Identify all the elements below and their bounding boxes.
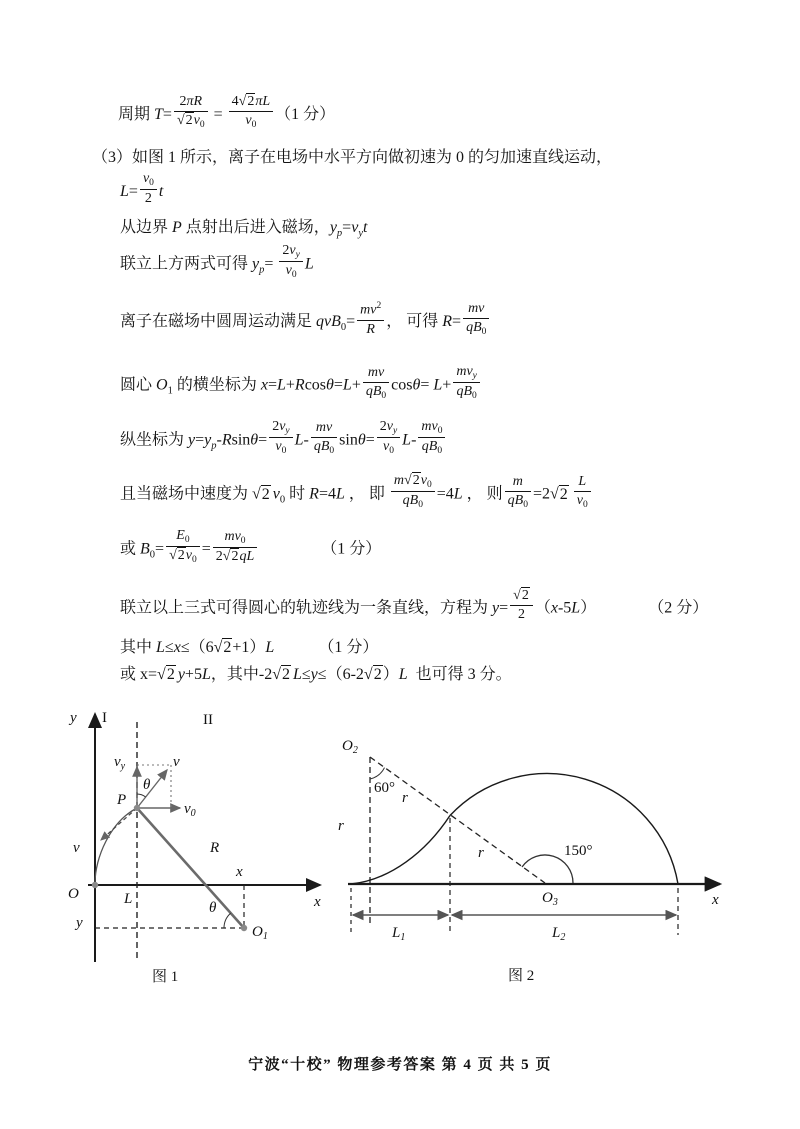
fig1-theta-arc-o1: [224, 913, 231, 928]
fig1-theta-o1-label: θ: [209, 900, 217, 916]
fig2-angle150-label: 150°: [564, 843, 593, 859]
formula-line-circular: 离子在磁场中圆周运动满足 qvB$_0$= $\frac{mv^2}{R}$ ， 可得 R= $\frac{mv}{qB_0}$: [120, 303, 491, 342]
fig2-large-arc-path: [450, 774, 678, 884]
formula-line-x-range: 其中 L≤x≤（6√2+1）L （1 分）: [120, 639, 379, 656]
formula-line-period: 周期 T= $\frac{2\pi R}{√2v_0}$ = $\frac{4√2\pi L}{v_0}$ （1 分）: [118, 94, 336, 131]
formula-line-speed-cond: 且当磁场中速度为 √2 $v_0$ 时 R=4L ， 即 $\frac{m√2v_0}{qB_0}$ =4L ， 则 $\frac{m}{qB_0}$ =2√2 $\frac{L}{v_0}$: [120, 475, 593, 515]
fig1-o1-dot: [241, 925, 247, 931]
fig1-y-axis-label: y: [70, 710, 77, 726]
text-line-boundary-p: 从边界 P 点射出后进入磁场，$y_p=v_yt$: [120, 219, 368, 239]
fig1-region-ii-label: II: [203, 712, 213, 728]
formula-line-yp: 联立上方两式可得 $y_p=$ $\frac{2v_y}{v_0}$ L: [120, 243, 314, 281]
fig1-x-axis-label: x: [314, 894, 321, 910]
fig1-origin-label: O: [68, 886, 79, 902]
fig2-small-arc-path: [351, 816, 450, 885]
fig1-tangent-dashed: [101, 808, 137, 840]
formula-line-alt-answer: 或 x=√2 y+5L，其中-2√2 L≤y≤（6-2√2）L 也可得 3 分。: [120, 666, 512, 683]
fig2-angle60-label: 60°: [374, 780, 395, 796]
fig2-r-upper-label: r: [402, 790, 408, 806]
fig2-o2-label: $O_2$: [342, 738, 358, 756]
formula-line-L: L= $\frac{v_0}{2}$ t: [120, 173, 163, 212]
fig1-theta-p-label: θ: [143, 777, 151, 793]
fig2-o3-label: $O_3$: [542, 890, 558, 908]
fig1-coord-x-label: x: [236, 864, 243, 880]
fig2-caption: 图 2: [508, 968, 535, 984]
fig2-x-axis-label: x: [712, 892, 719, 908]
fig1-theta-arc-p: [137, 794, 146, 797]
figure-2-diagram: [330, 730, 740, 992]
fig2-l1-label: $L_1$: [392, 925, 406, 943]
fig2-angle60-arc: [370, 768, 385, 779]
fig1-point-p-dot: [134, 805, 140, 811]
fig1-radius-line: [137, 808, 244, 928]
formula-line-trajectory: 联立以上三式可得圆心的轨迹线为一条直线，方程为 y= $\frac{√2}{2}$ （x-5L） （2 分）: [120, 590, 708, 627]
formula-line-b0: 或 $B_0=$ $\frac{E_0}{√2v_0}$ = $\frac{mv_0}{2√2qL}$ （1 分）: [120, 528, 382, 566]
fig1-coord-y-label: y: [76, 915, 83, 931]
formula-line-center-x: 圆心 $O_1$ 的横坐标为 x=L+Rcosθ=L+ $\frac{mv}{qB_0}$ cosθ= L+ $\frac{mv_y}{qB_0}$: [120, 366, 482, 406]
fig1-caption: 图 1: [152, 969, 179, 985]
fig2-angle150-arc: [522, 855, 573, 883]
fig1-v-vector: [137, 770, 167, 808]
fig1-origin-dot: [92, 882, 98, 888]
fig1-point-p-label: P: [117, 792, 127, 808]
text-line-part3-intro: （3）如图 1 所示，离子在电场中水平方向做初速为 0 的匀加速直线运动，: [92, 149, 613, 166]
fig1-v0-label: $v_0$: [184, 801, 196, 819]
fig2-l2-label: $L_2$: [552, 925, 566, 943]
fig1-parabola-path: [95, 808, 137, 883]
page-footer: 宁波“十校” 物理参考答案 第 4 页 共 5 页: [248, 1057, 552, 1073]
fig1-vy-label: $v_y$: [114, 754, 126, 772]
fig1-v-left-label: v: [73, 840, 80, 856]
fig2-r-left-label: r: [338, 818, 344, 834]
fig2-r-lower-label: r: [478, 845, 484, 861]
fig1-region-i-label: I: [102, 710, 107, 726]
fig1-v-label: v: [173, 754, 180, 770]
fig1-length-label: L: [124, 891, 133, 907]
fig1-radius-label: R: [210, 840, 220, 856]
figure-1-diagram: [40, 700, 340, 995]
formula-line-center-y: 纵坐标为 $y=y_p-Rsin\theta=$ $\frac{2v_y}{v_0}$ L- $\frac{mv}{qB_0}$ sinθ= $\frac{2v_y}{v_0}$ L- $\frac{mv_0}{qB_0}$: [120, 421, 447, 461]
fig1-o1-label: $O_1$: [252, 924, 268, 942]
